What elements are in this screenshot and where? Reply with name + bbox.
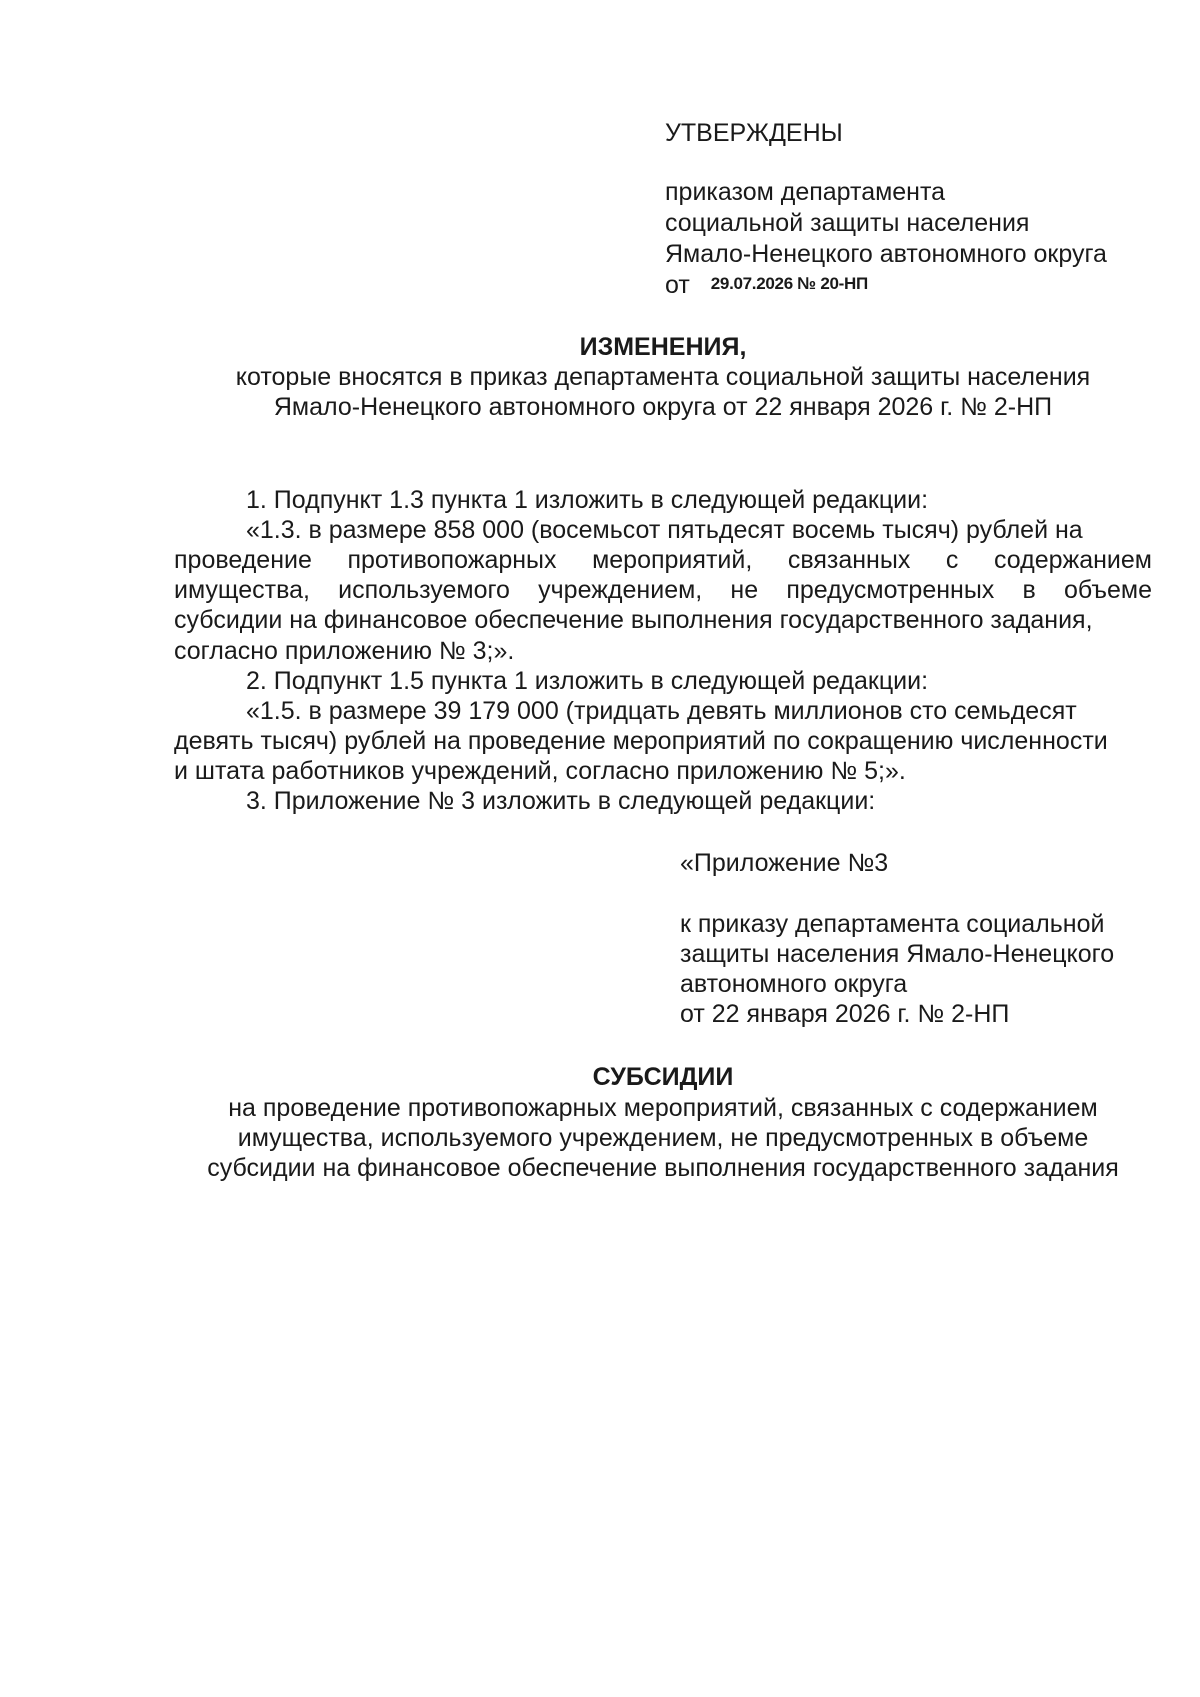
subsidies-line: имущества, используемого учреждением, не предусмотренных в объеме [237, 1124, 1089, 1152]
changes-heading: ИЗМЕНЕНИЯ, [579, 333, 747, 361]
approval-date-number: 29.07.2026 № 20-НП [710, 274, 868, 293]
appendix-line: к приказу департамента социальной [680, 910, 1105, 938]
body-line: имущества, используемого учреждением, не предусмотренных в объеме [174, 576, 1152, 604]
approval-date-line [665, 270, 868, 303]
body-line: 2. Подпункт 1.5 пункта 1 изложить в следующей редакции: [246, 667, 929, 695]
appendix-line: защиты населения Ямало-Ненецкого [680, 940, 1115, 968]
approval-line: приказом департамента [665, 178, 946, 206]
approval-date-prefix: от [665, 271, 690, 299]
body-line: «1.5. в размере 39 179 000 (тридцать девять миллионов сто семьдесят [246, 697, 1077, 725]
body-line: 3. Приложение № 3 изложить в следующей редакции: [246, 787, 876, 815]
approval-line: социальной защиты населения [665, 209, 1030, 237]
appendix-line: от 22 января 2026 г. № 2-НП [680, 1000, 1010, 1028]
body-line: «1.3. в размере 858 000 (восемьсот пятьдесят восемь тысяч) рублей на [246, 516, 1083, 544]
body-line: 1. Подпункт 1.3 пункта 1 изложить в следующей редакции: [246, 486, 929, 514]
changes-subtitle: Ямало-Ненецкого автономного округа от 22 января 2026 г. № 2-НП [273, 393, 1053, 421]
subsidies-line: на проведение противопожарных мероприятий, связанных с содержанием [228, 1094, 1098, 1122]
subsidies-line: субсидии на финансовое обеспечение выполнения государственного задания [207, 1154, 1119, 1182]
body-line: субсидии на финансовое обеспечение выполнения государственного задания, [174, 606, 1093, 634]
subsidies-heading: СУБСИДИИ [592, 1063, 734, 1091]
appendix-line: автономного округа [680, 970, 908, 998]
approval-line: Ямало-Ненецкого автономного округа [665, 240, 1107, 268]
approval-title: УТВЕРЖДЕНЫ [665, 119, 843, 147]
body-line: согласно приложению № 3;». [174, 637, 515, 665]
body-line: девять тысяч) рублей на проведение мероприятий по сокращению численности [174, 727, 1108, 755]
changes-subtitle: которые вносятся в приказ департамента социальной защиты населения [235, 363, 1091, 391]
body-line: и штата работников учреждений, согласно приложению № 5;». [174, 757, 906, 785]
appendix-title: «Приложение №3 [680, 849, 889, 877]
body-line: проведение противопожарных мероприятий, связанных с содержанием [174, 546, 1152, 574]
